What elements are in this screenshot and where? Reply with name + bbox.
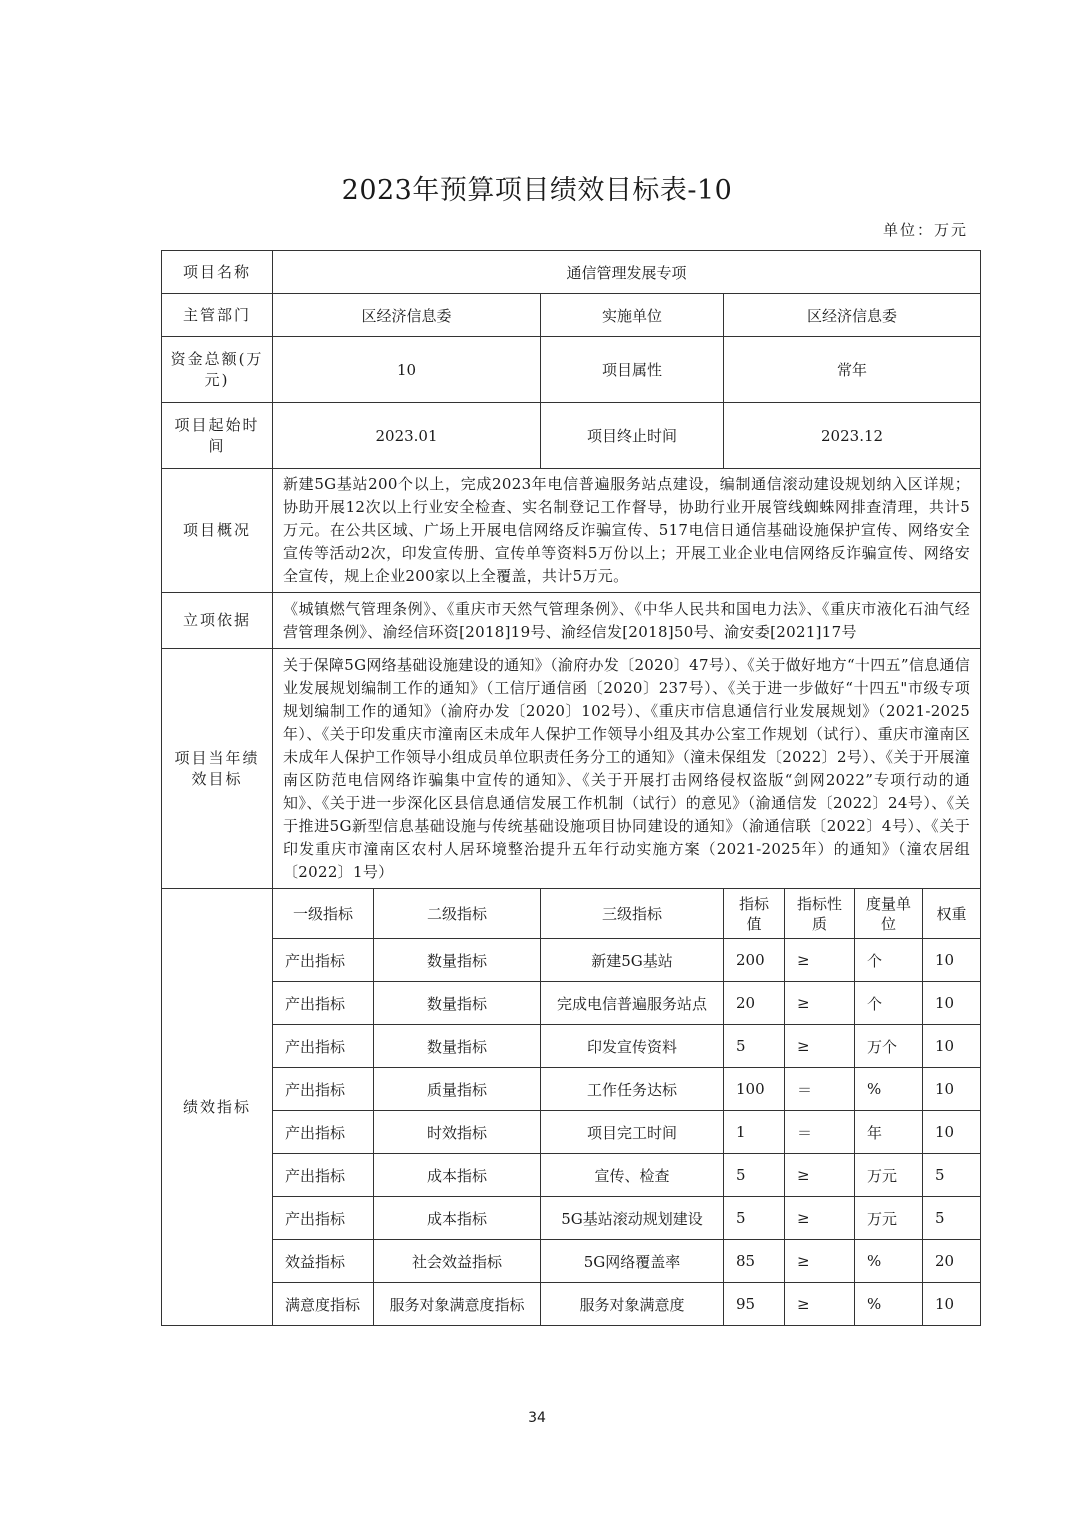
indicator-cell: 20 [923, 1240, 981, 1283]
indicator-cell: 产出指标 [273, 1068, 374, 1111]
project-name-value: 通信管理发展专项 [273, 251, 981, 294]
attr-value: 常年 [724, 337, 981, 403]
indicator-header-cell: 二级指标 [374, 889, 541, 939]
indicator-cell: 宣传、检查 [541, 1154, 724, 1197]
start-value: 2023.01 [273, 403, 541, 469]
table-row [162, 1068, 981, 1111]
funds-value: 10 [273, 337, 541, 403]
indicator-cell: 产出指标 [273, 1111, 374, 1154]
page-title: 2023年预算项目绩效目标表-10 [341, 175, 733, 206]
indicator-cell: 85 [724, 1240, 785, 1283]
indicator-cell: ≥ [785, 982, 855, 1025]
indicator-cell: 10 [923, 1111, 981, 1154]
impl-value: 区经济信息委 [724, 294, 981, 337]
goal-label: 项目当年绩效目标 [162, 649, 273, 889]
basis-text: 《城镇燃气管理条例》、《重庆市天然气管理条例》、《中华人民共和国电力法》、《重庆市液化石油气经营管理条例》、渝经信环资[2018]19号、渝经信发[2018]50号、渝安委[2021]17号 [273, 593, 981, 649]
indicator-cell: 个 [855, 982, 923, 1025]
page-number: 34 [528, 1410, 546, 1426]
perf-label: 绩效指标 [162, 889, 273, 1326]
indicator-cell: 100 [724, 1068, 785, 1111]
basis-label: 立项依据 [162, 593, 273, 649]
indicator-cell: 完成电信普遍服务站点 [541, 982, 724, 1025]
indicator-header-cell: 权重 [923, 889, 981, 939]
indicator-cell: 成本指标 [374, 1197, 541, 1240]
table-row [162, 1111, 981, 1154]
table-row [162, 1197, 981, 1240]
indicator-cell: 质量指标 [374, 1068, 541, 1111]
indicator-cell: 5 [923, 1197, 981, 1240]
table-row [162, 982, 981, 1025]
indicator-cell: 数量指标 [374, 1025, 541, 1068]
indicator-cell: 5G网络覆盖率 [541, 1240, 724, 1283]
indicator-cell: 10 [923, 939, 981, 982]
indicator-cell: ≥ [785, 1240, 855, 1283]
indicator-cell: ＝ [785, 1111, 855, 1154]
indicator-cell: 5G基站滚动规划建设 [541, 1197, 724, 1240]
end-value: 2023.12 [724, 403, 981, 469]
end-label: 项目终止时间 [541, 403, 724, 469]
indicator-cell: ＝ [785, 1068, 855, 1111]
indicator-cell: 满意度指标 [273, 1283, 374, 1326]
attr-label: 项目属性 [541, 337, 724, 403]
unit-label: 单位：万元 [882, 221, 968, 239]
indicator-cell: 200 [724, 939, 785, 982]
indicator-header-cell: 指标值 [724, 889, 785, 939]
impl-label: 实施单位 [541, 294, 724, 337]
table-row [162, 1283, 981, 1326]
indicator-cell: 10 [923, 1068, 981, 1111]
indicator-cell: 5 [724, 1154, 785, 1197]
indicator-cell: 5 [923, 1154, 981, 1197]
indicator-cell: 5 [724, 1025, 785, 1068]
indicator-cell: 新建5G基站 [541, 939, 724, 982]
indicator-cell: 社会效益指标 [374, 1240, 541, 1283]
indicator-cell: 产出指标 [273, 939, 374, 982]
indicator-cell: % [855, 1283, 923, 1326]
indicator-cell: 年 [855, 1111, 923, 1154]
goal-text: 关于保障5G网络基础设施建设的通知》（渝府办发〔2020〕47号）、《关于做好地方“十四五”信息通信业发展规划编制工作的通知》（工信厅通信函〔2020〕237号）、《关于进一步做好“十四五"市级专项规划编制工作的通知》（渝府办发〔2020〕102号）、《重庆市信息通信行业发展规划》（2021-2025年）、《关于印发重庆市潼南区未成年人保护工作领导小组及其办公室工作规划（试行）、重庆市潼南区未成年人保护工作领导小组成员单位职责任务分工的通知》（潼未保组发〔2022〕2号）、《关于开展潼南区防范电信网络诈骗集中宣传的通知》、《关于开展打击网络侵权盗版“剑网2022”专项行动的通知》、《关于进一步深化区县信息通信发展工作机制（试行）的意见》（渝通信发〔2022〕24号）、《关于推进5G新型信息基础设施与传统基础设施项目协同建设的通知》（渝通信联〔2022〕4号）、《关于印发重庆市潼南区农村人居环境整治提升五年行动实施方案（2021-2025年）的通知》（潼农居组〔2022〕1号） [273, 649, 981, 889]
indicator-cell: 万个 [855, 1025, 923, 1068]
table-row [162, 1154, 981, 1197]
indicator-cell: 服务对象满意度指标 [374, 1283, 541, 1326]
indicator-cell: 成本指标 [374, 1154, 541, 1197]
dept-label: 主管部门 [162, 294, 273, 337]
indicator-cell: 万元 [855, 1197, 923, 1240]
indicator-cell: 10 [923, 1025, 981, 1068]
table-row [162, 1025, 981, 1068]
indicator-cell: % [855, 1068, 923, 1111]
performance-target-table [161, 250, 981, 1326]
indicator-cell: % [855, 1240, 923, 1283]
dept-value: 区经济信息委 [273, 294, 541, 337]
indicator-cell: 万元 [855, 1154, 923, 1197]
indicator-cell: ≥ [785, 1283, 855, 1326]
indicator-cell: 5 [724, 1197, 785, 1240]
indicator-cell: ≥ [785, 1197, 855, 1240]
indicator-cell: ≥ [785, 939, 855, 982]
indicator-cell: 1 [724, 1111, 785, 1154]
indicator-cell: 产出指标 [273, 1197, 374, 1240]
indicator-cell: 10 [923, 1283, 981, 1326]
project-name-label: 项目名称 [162, 251, 273, 294]
start-label: 项目起始时间 [162, 403, 273, 469]
indicator-header-cell: 三级指标 [541, 889, 724, 939]
overview-label: 项目概况 [162, 469, 273, 593]
indicator-cell: ≥ [785, 1154, 855, 1197]
indicator-cell: 产出指标 [273, 982, 374, 1025]
indicator-cell: ≥ [785, 1025, 855, 1068]
overview-text: 新建5G基站200个以上，完成2023年电信普遍服务站点建设，编制通信滚动建设规划纳入区详规；协助开展12次以上行业安全检查、实名制登记工作督导，协助行业开展管线蜘蛛网排查清理，共计5万元。在公共区域、广场上开展电信网络反诈骗宣传、517电信日通信基础设施保护宣传、网络安全宣传等活动2次，印发宣传册、宣传单等资料5万份以上；开展工业企业电信网络反诈骗宣传、网络安全宣传，规上企业200家以上全覆盖，共计5万元。 [273, 469, 981, 593]
indicator-cell: 95 [724, 1283, 785, 1326]
funds-label: 资金总额(万元) [162, 337, 273, 403]
indicator-header-cell: 指标性质 [785, 889, 855, 939]
indicator-header-row [162, 889, 981, 939]
indicator-header-cell: 度量单位 [855, 889, 923, 939]
indicator-cell: 产出指标 [273, 1154, 374, 1197]
indicator-cell: 数量指标 [374, 939, 541, 982]
indicator-cell: 服务对象满意度 [541, 1283, 724, 1326]
indicator-cell: 效益指标 [273, 1240, 374, 1283]
indicator-cell: 个 [855, 939, 923, 982]
table-row [162, 1240, 981, 1283]
indicator-cell: 10 [923, 982, 981, 1025]
table-row [162, 939, 981, 982]
indicator-cell: 20 [724, 982, 785, 1025]
indicator-cell: 时效指标 [374, 1111, 541, 1154]
indicator-cell: 工作任务达标 [541, 1068, 724, 1111]
indicator-cell: 数量指标 [374, 982, 541, 1025]
indicator-header-cell: 一级指标 [273, 889, 374, 939]
indicator-cell: 产出指标 [273, 1025, 374, 1068]
indicator-cell: 印发宣传资料 [541, 1025, 724, 1068]
indicator-cell: 项目完工时间 [541, 1111, 724, 1154]
